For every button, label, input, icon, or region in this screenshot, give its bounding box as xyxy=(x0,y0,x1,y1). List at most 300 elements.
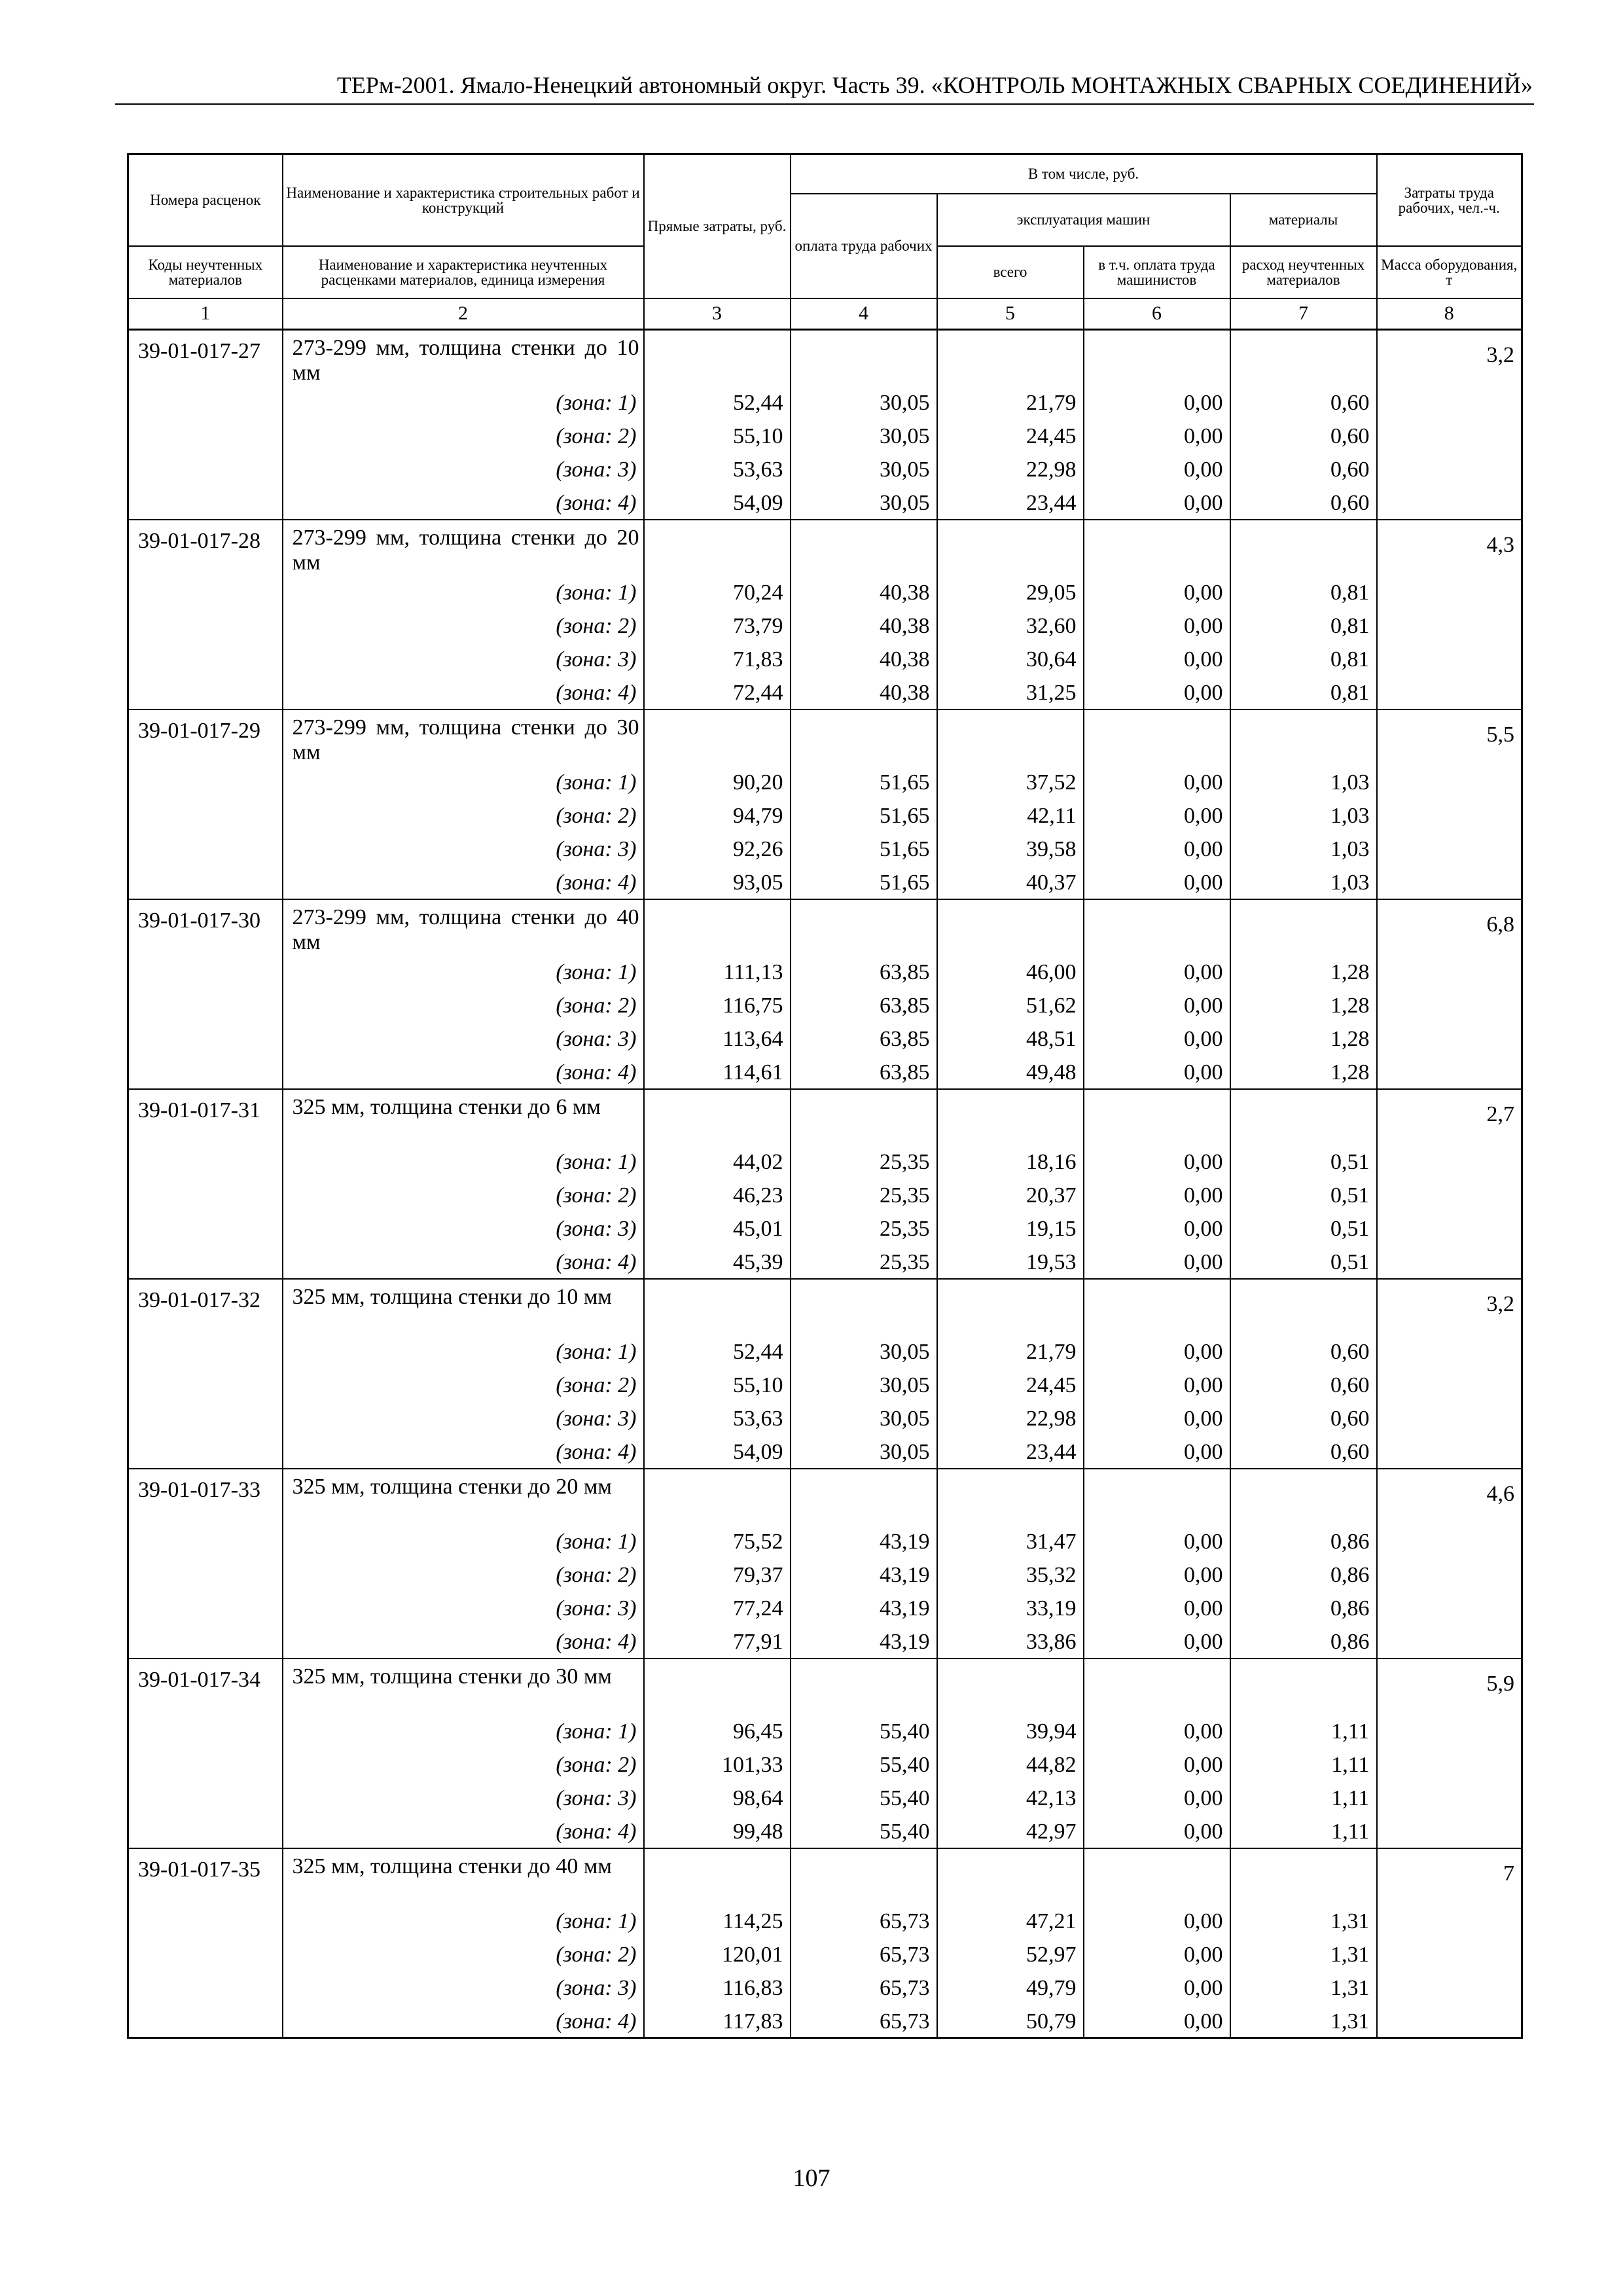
zone-row xyxy=(128,676,1522,709)
machines-value: 40,37 xyxy=(937,866,1084,899)
direct-costs-value: 44,02 xyxy=(644,1145,791,1179)
zone-row xyxy=(128,1335,1522,1369)
rate-row xyxy=(128,1089,1522,1145)
zone-label: (зона: 4) xyxy=(283,2005,644,2038)
col-header-unaccounted-materials: расход неучтенных материалов xyxy=(1230,246,1377,298)
zone-row xyxy=(128,453,1522,486)
empty-cell xyxy=(1377,1782,1522,1815)
machinist-wages-value: 0,00 xyxy=(1084,799,1230,833)
machines-value: 32,60 xyxy=(937,609,1084,643)
wages-value: 30,05 xyxy=(791,420,937,453)
column-number: 7 xyxy=(1230,298,1377,330)
machines-value: 39,58 xyxy=(937,833,1084,866)
machinist-wages-value: 0,00 xyxy=(1084,1246,1230,1279)
zone-label: (зона: 3) xyxy=(283,833,644,866)
empty-cell xyxy=(1377,866,1522,899)
empty-cell xyxy=(128,1715,283,1748)
materials-value: 0,51 xyxy=(1230,1179,1377,1212)
zone-label: (зона: 4) xyxy=(283,1625,644,1659)
empty-cell xyxy=(1377,676,1522,709)
empty-cell xyxy=(128,643,283,676)
empty-cell xyxy=(1230,1469,1377,1525)
rate-description: 273-299 мм, толщина стенки до 30 мм xyxy=(283,709,644,766)
empty-cell xyxy=(1377,1715,1522,1748)
materials-value: 0,60 xyxy=(1230,1335,1377,1369)
machinist-wages-value: 0,00 xyxy=(1084,1022,1230,1056)
empty-cell xyxy=(791,520,937,576)
zone-label: (зона: 2) xyxy=(283,609,644,643)
rate-code: 39-01-017-29 xyxy=(128,709,283,766)
machines-value: 23,44 xyxy=(937,1435,1084,1469)
empty-cell xyxy=(1084,1279,1230,1335)
empty-cell xyxy=(128,833,283,866)
empty-cell xyxy=(1230,1279,1377,1335)
empty-cell xyxy=(128,1905,283,1938)
empty-cell xyxy=(791,899,937,956)
direct-costs-value: 70,24 xyxy=(644,576,791,609)
col-header-wages: оплата труда рабочих xyxy=(791,194,937,298)
empty-cell xyxy=(644,1089,791,1145)
direct-costs-value: 90,20 xyxy=(644,766,791,799)
materials-value: 1,03 xyxy=(1230,866,1377,899)
machinist-wages-value: 0,00 xyxy=(1084,1625,1230,1659)
zone-label: (зона: 3) xyxy=(283,1592,644,1625)
empty-cell xyxy=(1377,1022,1522,1056)
zone-label: (зона: 3) xyxy=(283,453,644,486)
empty-cell xyxy=(1377,1056,1522,1089)
zone-row xyxy=(128,609,1522,643)
rate-row xyxy=(128,1659,1522,1715)
direct-costs-value: 54,09 xyxy=(644,486,791,520)
wages-value: 40,38 xyxy=(791,676,937,709)
machinist-wages-value: 0,00 xyxy=(1084,1971,1230,2005)
empty-cell xyxy=(1377,2005,1522,2038)
wages-value: 43,19 xyxy=(791,1525,937,1558)
wages-value: 30,05 xyxy=(791,1402,937,1435)
direct-costs-value: 55,10 xyxy=(644,420,791,453)
page-header-title: ТЕРм-2001. Ямало-Ненецкий автономный округ. Часть 39. «КОНТРОЛЬ МОНТАЖНЫХ СВАРНЫХ СОЕДИНЕНИЙ» xyxy=(336,72,1533,98)
machines-value: 33,86 xyxy=(937,1625,1084,1659)
machinist-wages-value: 0,00 xyxy=(1084,1435,1230,1469)
column-number: 1 xyxy=(128,298,283,330)
machines-value: 39,94 xyxy=(937,1715,1084,1748)
empty-cell xyxy=(937,1469,1084,1525)
empty-cell xyxy=(1377,1335,1522,1369)
empty-cell xyxy=(937,1279,1084,1335)
equipment-mass-value: 5,5 xyxy=(1377,709,1522,766)
direct-costs-value: 75,52 xyxy=(644,1525,791,1558)
direct-costs-value: 54,09 xyxy=(644,1435,791,1469)
machinist-wages-value: 0,00 xyxy=(1084,420,1230,453)
machines-value: 42,97 xyxy=(937,1815,1084,1848)
empty-cell xyxy=(128,1022,283,1056)
empty-cell xyxy=(791,1089,937,1145)
machinist-wages-value: 0,00 xyxy=(1084,1369,1230,1402)
zone-label: (зона: 1) xyxy=(283,1715,644,1748)
materials-value: 1,11 xyxy=(1230,1748,1377,1782)
empty-cell xyxy=(128,1971,283,2005)
empty-cell xyxy=(128,1246,283,1279)
machinist-wages-value: 0,00 xyxy=(1084,643,1230,676)
equipment-mass-value: 5,9 xyxy=(1377,1659,1522,1715)
materials-value: 1,28 xyxy=(1230,1056,1377,1089)
zone-label: (зона: 4) xyxy=(283,1435,644,1469)
wages-value: 51,65 xyxy=(791,799,937,833)
machines-value: 51,62 xyxy=(937,989,1084,1022)
machinist-wages-value: 0,00 xyxy=(1084,1145,1230,1179)
zone-label: (зона: 4) xyxy=(283,676,644,709)
zone-label: (зона: 1) xyxy=(283,1905,644,1938)
empty-cell xyxy=(1377,1592,1522,1625)
zone-row xyxy=(128,1145,1522,1179)
empty-cell xyxy=(1377,1558,1522,1592)
empty-cell xyxy=(1377,1971,1522,2005)
empty-cell xyxy=(937,1659,1084,1715)
wages-value: 40,38 xyxy=(791,609,937,643)
materials-value: 0,86 xyxy=(1230,1558,1377,1592)
machinist-wages-value: 0,00 xyxy=(1084,1558,1230,1592)
zone-label: (зона: 1) xyxy=(283,956,644,989)
empty-cell xyxy=(1377,1402,1522,1435)
column-number: 6 xyxy=(1084,298,1230,330)
zone-label: (зона: 1) xyxy=(283,766,644,799)
empty-cell xyxy=(937,330,1084,386)
empty-cell xyxy=(1084,520,1230,576)
zone-row xyxy=(128,1592,1522,1625)
zone-row xyxy=(128,1369,1522,1402)
rates-table xyxy=(127,153,1523,2039)
direct-costs-value: 77,24 xyxy=(644,1592,791,1625)
rate-description: 325 мм, толщина стенки до 6 мм xyxy=(283,1089,644,1145)
empty-cell xyxy=(1377,420,1522,453)
direct-costs-value: 53,63 xyxy=(644,1402,791,1435)
zone-row xyxy=(128,2005,1522,2038)
empty-cell xyxy=(128,2005,283,2038)
zone-row xyxy=(128,1558,1522,1592)
zone-row xyxy=(128,1625,1522,1659)
empty-cell xyxy=(791,1279,937,1335)
direct-costs-value: 93,05 xyxy=(644,866,791,899)
zone-label: (зона: 2) xyxy=(283,1748,644,1782)
empty-cell xyxy=(791,1848,937,1905)
materials-value: 1,28 xyxy=(1230,989,1377,1022)
rate-description: 325 мм, толщина стенки до 20 мм xyxy=(283,1469,644,1525)
empty-cell xyxy=(128,1625,283,1659)
materials-value: 0,86 xyxy=(1230,1525,1377,1558)
equipment-mass-value: 6,8 xyxy=(1377,899,1522,956)
zone-label: (зона: 3) xyxy=(283,643,644,676)
wages-value: 65,73 xyxy=(791,2005,937,2038)
empty-cell xyxy=(1230,1848,1377,1905)
materials-value: 0,81 xyxy=(1230,576,1377,609)
materials-value: 1,03 xyxy=(1230,833,1377,866)
zone-row xyxy=(128,1748,1522,1782)
machinist-wages-value: 0,00 xyxy=(1084,766,1230,799)
machinist-wages-value: 0,00 xyxy=(1084,1402,1230,1435)
wages-value: 30,05 xyxy=(791,1435,937,1469)
materials-value: 1,11 xyxy=(1230,1782,1377,1815)
empty-cell xyxy=(791,330,937,386)
machines-value: 42,13 xyxy=(937,1782,1084,1815)
empty-cell xyxy=(1377,956,1522,989)
column-number: 5 xyxy=(937,298,1084,330)
zone-label: (зона: 1) xyxy=(283,576,644,609)
machinist-wages-value: 0,00 xyxy=(1084,609,1230,643)
direct-costs-value: 71,83 xyxy=(644,643,791,676)
wages-value: 63,85 xyxy=(791,1056,937,1089)
rate-row xyxy=(128,520,1522,576)
col-header-labor: Затраты труда рабочих, чел.-ч. xyxy=(1377,154,1522,246)
wages-value: 63,85 xyxy=(791,956,937,989)
machines-value: 21,79 xyxy=(937,386,1084,420)
wages-value: 55,40 xyxy=(791,1748,937,1782)
wages-value: 25,35 xyxy=(791,1246,937,1279)
wages-value: 65,73 xyxy=(791,1938,937,1971)
direct-costs-value: 73,79 xyxy=(644,609,791,643)
rate-code: 39-01-017-35 xyxy=(128,1848,283,1905)
zone-row xyxy=(128,1246,1522,1279)
empty-cell xyxy=(128,1179,283,1212)
zone-label: (зона: 4) xyxy=(283,1246,644,1279)
machines-value: 31,25 xyxy=(937,676,1084,709)
materials-value: 0,60 xyxy=(1230,420,1377,453)
direct-costs-value: 120,01 xyxy=(644,1938,791,1971)
machines-value: 31,47 xyxy=(937,1525,1084,1558)
machines-value: 49,48 xyxy=(937,1056,1084,1089)
direct-costs-value: 116,83 xyxy=(644,1971,791,2005)
materials-value: 0,60 xyxy=(1230,1435,1377,1469)
col-header-machinist-wages: в т.ч. оплата труда машинистов xyxy=(1084,246,1230,298)
machines-value: 49,79 xyxy=(937,1971,1084,2005)
machines-value: 20,37 xyxy=(937,1179,1084,1212)
empty-cell xyxy=(128,420,283,453)
empty-cell xyxy=(1377,1435,1522,1469)
zone-row xyxy=(128,866,1522,899)
zone-row xyxy=(128,1056,1522,1089)
direct-costs-value: 99,48 xyxy=(644,1815,791,1848)
machines-value: 21,79 xyxy=(937,1335,1084,1369)
col-header-including: В том числе, руб. xyxy=(791,154,1377,194)
machinist-wages-value: 0,00 xyxy=(1084,1179,1230,1212)
materials-value: 1,31 xyxy=(1230,1971,1377,2005)
empty-cell xyxy=(1084,1089,1230,1145)
empty-cell xyxy=(1377,609,1522,643)
empty-cell xyxy=(1377,576,1522,609)
empty-cell xyxy=(1084,899,1230,956)
direct-costs-value: 45,01 xyxy=(644,1212,791,1246)
direct-costs-value: 116,75 xyxy=(644,989,791,1022)
materials-value: 0,81 xyxy=(1230,643,1377,676)
materials-value: 1,31 xyxy=(1230,1938,1377,1971)
zone-row xyxy=(128,1435,1522,1469)
machines-value: 24,45 xyxy=(937,1369,1084,1402)
materials-value: 0,86 xyxy=(1230,1625,1377,1659)
zone-row xyxy=(128,1782,1522,1815)
wages-value: 25,35 xyxy=(791,1179,937,1212)
direct-costs-value: 52,44 xyxy=(644,1335,791,1369)
machines-value: 19,15 xyxy=(937,1212,1084,1246)
zone-label: (зона: 3) xyxy=(283,1971,644,2005)
rate-description: 325 мм, толщина стенки до 10 мм xyxy=(283,1279,644,1335)
rate-row xyxy=(128,899,1522,956)
empty-cell xyxy=(1377,1179,1522,1212)
zone-row xyxy=(128,833,1522,866)
zone-row xyxy=(128,1022,1522,1056)
zone-row xyxy=(128,576,1522,609)
rate-row xyxy=(128,1848,1522,1905)
empty-cell xyxy=(128,1369,283,1402)
direct-costs-value: 94,79 xyxy=(644,799,791,833)
machines-value: 48,51 xyxy=(937,1022,1084,1056)
equipment-mass-value: 2,7 xyxy=(1377,1089,1522,1145)
empty-cell xyxy=(644,899,791,956)
empty-cell xyxy=(1377,1246,1522,1279)
wages-value: 55,40 xyxy=(791,1782,937,1815)
materials-value: 0,51 xyxy=(1230,1212,1377,1246)
wages-value: 51,65 xyxy=(791,866,937,899)
wages-value: 30,05 xyxy=(791,453,937,486)
empty-cell xyxy=(128,453,283,486)
empty-cell xyxy=(644,1848,791,1905)
wages-value: 43,19 xyxy=(791,1558,937,1592)
empty-cell xyxy=(128,956,283,989)
materials-value: 1,11 xyxy=(1230,1715,1377,1748)
wages-value: 65,73 xyxy=(791,1971,937,2005)
materials-value: 1,28 xyxy=(1230,1022,1377,1056)
empty-cell xyxy=(1377,833,1522,866)
wages-value: 30,05 xyxy=(791,386,937,420)
zone-label: (зона: 1) xyxy=(283,1525,644,1558)
wages-value: 40,38 xyxy=(791,643,937,676)
equipment-mass-value: 3,2 xyxy=(1377,1279,1522,1335)
materials-value: 1,11 xyxy=(1230,1815,1377,1848)
wages-value: 55,40 xyxy=(791,1715,937,1748)
direct-costs-value: 113,64 xyxy=(644,1022,791,1056)
zone-label: (зона: 4) xyxy=(283,1056,644,1089)
wages-value: 43,19 xyxy=(791,1592,937,1625)
zone-label: (зона: 2) xyxy=(283,1558,644,1592)
rate-description: 273-299 мм, толщина стенки до 10 мм xyxy=(283,330,644,386)
empty-cell xyxy=(1377,486,1522,520)
zone-label: (зона: 1) xyxy=(283,1335,644,1369)
machines-value: 33,19 xyxy=(937,1592,1084,1625)
empty-cell xyxy=(1084,1659,1230,1715)
empty-cell xyxy=(1377,1145,1522,1179)
table-header xyxy=(128,154,1522,330)
direct-costs-value: 55,10 xyxy=(644,1369,791,1402)
rate-code: 39-01-017-32 xyxy=(128,1279,283,1335)
column-number: 4 xyxy=(791,298,937,330)
empty-cell xyxy=(1084,1848,1230,1905)
zone-row xyxy=(128,1815,1522,1848)
empty-cell xyxy=(128,1435,283,1469)
direct-costs-value: 114,61 xyxy=(644,1056,791,1089)
rate-description: 325 мм, толщина стенки до 40 мм xyxy=(283,1848,644,1905)
direct-costs-value: 92,26 xyxy=(644,833,791,866)
zone-label: (зона: 2) xyxy=(283,1369,644,1402)
zone-label: (зона: 2) xyxy=(283,1938,644,1971)
materials-value: 0,81 xyxy=(1230,609,1377,643)
zone-label: (зона: 3) xyxy=(283,1782,644,1815)
machines-value: 46,00 xyxy=(937,956,1084,989)
empty-cell xyxy=(1377,386,1522,420)
direct-costs-value: 52,44 xyxy=(644,386,791,420)
page-number: 107 xyxy=(793,2164,830,2192)
materials-value: 0,60 xyxy=(1230,1402,1377,1435)
direct-costs-value: 77,91 xyxy=(644,1625,791,1659)
materials-value: 0,51 xyxy=(1230,1246,1377,1279)
zone-label: (зона: 3) xyxy=(283,1022,644,1056)
materials-value: 1,31 xyxy=(1230,1905,1377,1938)
wages-value: 51,65 xyxy=(791,833,937,866)
machines-value: 23,44 xyxy=(937,486,1084,520)
empty-cell xyxy=(1084,709,1230,766)
empty-cell xyxy=(1377,1212,1522,1246)
empty-cell xyxy=(128,1938,283,1971)
column-number: 3 xyxy=(644,298,791,330)
direct-costs-value: 46,23 xyxy=(644,1179,791,1212)
materials-value: 1,03 xyxy=(1230,766,1377,799)
machinist-wages-value: 0,00 xyxy=(1084,1782,1230,1815)
empty-cell xyxy=(1377,766,1522,799)
rate-code: 39-01-017-34 xyxy=(128,1659,283,1715)
wages-value: 30,05 xyxy=(791,1335,937,1369)
zone-row xyxy=(128,1402,1522,1435)
empty-cell xyxy=(128,1558,283,1592)
machinist-wages-value: 0,00 xyxy=(1084,1592,1230,1625)
direct-costs-value: 79,37 xyxy=(644,1558,791,1592)
empty-cell xyxy=(644,520,791,576)
empty-cell xyxy=(937,899,1084,956)
empty-cell xyxy=(1230,1089,1377,1145)
machinist-wages-value: 0,00 xyxy=(1084,1335,1230,1369)
rate-code: 39-01-017-27 xyxy=(128,330,283,386)
machinist-wages-value: 0,00 xyxy=(1084,1212,1230,1246)
empty-cell xyxy=(644,1659,791,1715)
zone-row xyxy=(128,386,1522,420)
machinist-wages-value: 0,00 xyxy=(1084,956,1230,989)
empty-cell xyxy=(128,1056,283,1089)
rate-description: 273-299 мм, толщина стенки до 40 мм xyxy=(283,899,644,956)
zone-label: (зона: 2) xyxy=(283,799,644,833)
zone-row xyxy=(128,420,1522,453)
machines-value: 18,16 xyxy=(937,1145,1084,1179)
zone-label: (зона: 4) xyxy=(283,1815,644,1848)
machinist-wages-value: 0,00 xyxy=(1084,676,1230,709)
empty-cell xyxy=(1230,520,1377,576)
empty-cell xyxy=(128,1748,283,1782)
machines-value: 52,97 xyxy=(937,1938,1084,1971)
wages-value: 63,85 xyxy=(791,1022,937,1056)
wages-value: 51,65 xyxy=(791,766,937,799)
empty-cell xyxy=(1377,1905,1522,1938)
empty-cell xyxy=(128,1592,283,1625)
empty-cell xyxy=(128,766,283,799)
wages-value: 43,19 xyxy=(791,1625,937,1659)
empty-cell xyxy=(1084,1469,1230,1525)
direct-costs-value: 101,33 xyxy=(644,1748,791,1782)
empty-cell xyxy=(1377,453,1522,486)
zone-label: (зона: 2) xyxy=(283,989,644,1022)
empty-cell xyxy=(937,709,1084,766)
machinist-wages-value: 0,00 xyxy=(1084,386,1230,420)
machines-value: 42,11 xyxy=(937,799,1084,833)
empty-cell xyxy=(128,386,283,420)
machinist-wages-value: 0,00 xyxy=(1084,1525,1230,1558)
zone-label: (зона: 1) xyxy=(283,386,644,420)
col-header-machine-total: всего xyxy=(937,246,1084,298)
rate-row xyxy=(128,709,1522,766)
